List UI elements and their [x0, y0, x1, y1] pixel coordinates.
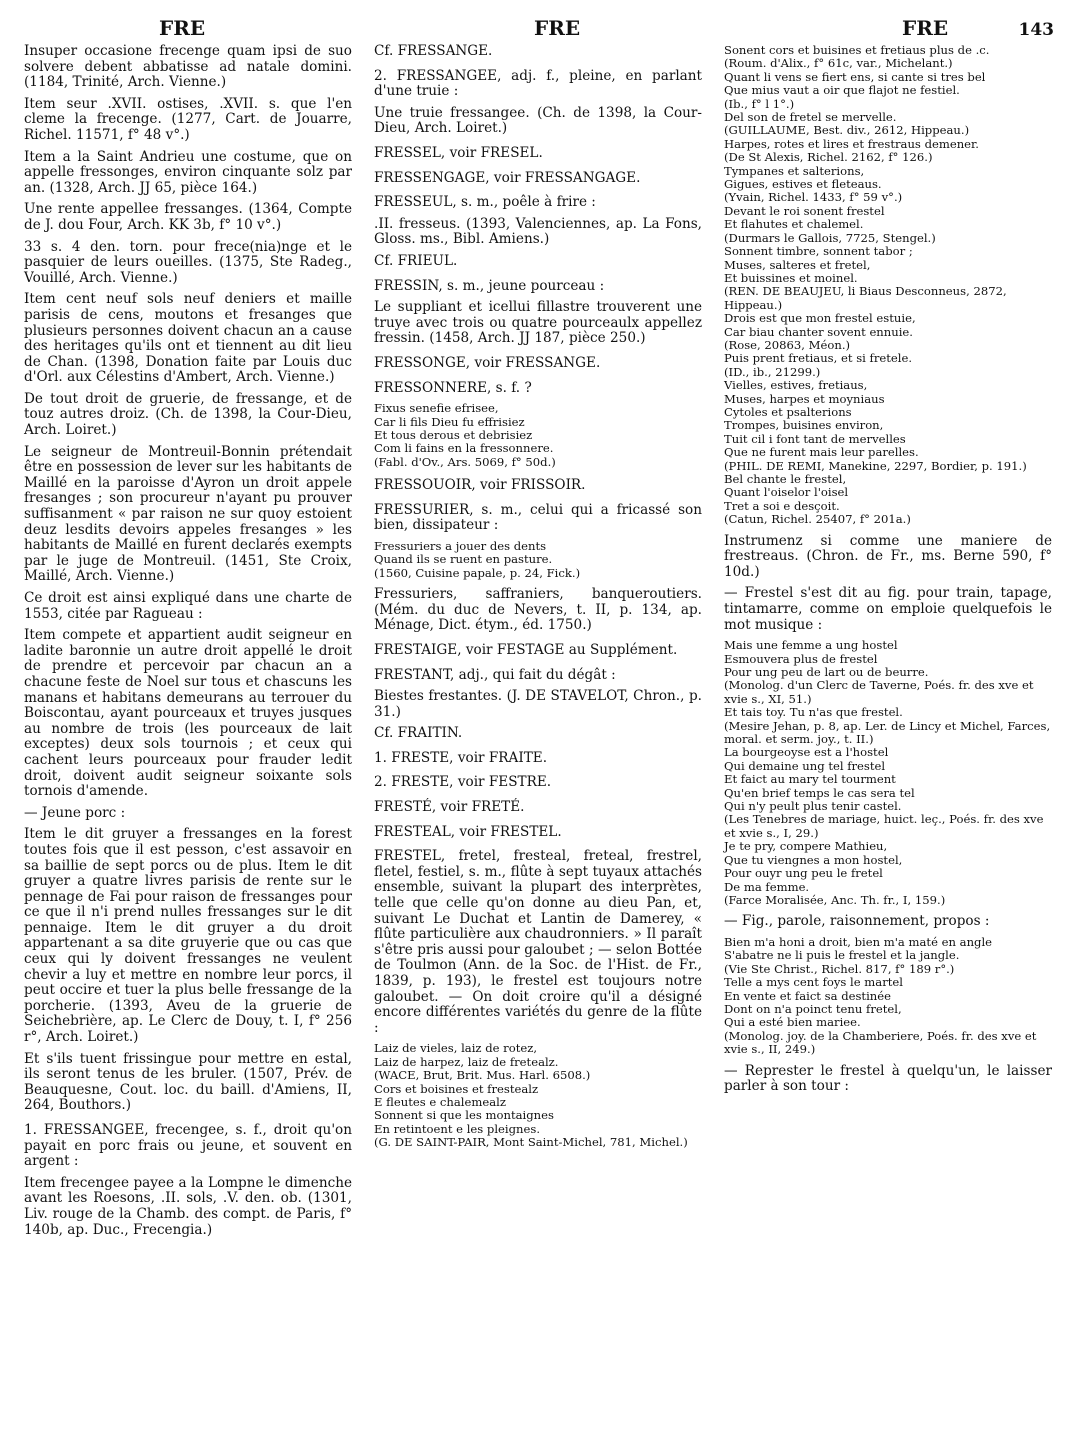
- paragraph: Item compete et appartient audit seigneur en ladite baronnie un autre droit appellé le droit de prendre et percevoir par chacun an a chacune feste de Noel sur tous et chascuns les manans et habitans demeurans au terrouer du Boiscontau, ayant pourceaux et truyes jusques au nombre de trois (les pourceaux de lait exceptes) deux sols tournois ; et ceux qui cachent leurs pourceaux pour frauder ledit droit, doivent audit seigneur soixante sols tornois d'amende.: [24, 627, 352, 800]
- page-number: 143: [1018, 20, 1054, 40]
- verse-line: Sonnent timbre, sonnent tabor ;: [724, 244, 913, 259]
- verse-line: Vielles, estives, fretiaus,: [724, 378, 868, 393]
- verse-line: Bien m'a honi a droit, bien m'a maté en angle: [724, 934, 993, 949]
- verse-line: Pour ung peu de lart ou de beurre.: [724, 665, 929, 679]
- dictionary-entry: FRESSIN, s. m., jeune pourceau :: [374, 277, 605, 294]
- paragraph: Item a la Saint Andrieu une costume, que on appelle fressonges, environ cinquante solz par an. (1328, Arch. JJ 65, pièce 164.): [24, 148, 352, 196]
- verse-line: Sonent cors et buisines et fretiaus plus de .c.: [724, 43, 990, 57]
- verse-line: (G. DE SAINT-PAIR, Mont Saint-Michel, 781, Michel.): [374, 1135, 688, 1150]
- verse-line: Tuit cil i font tant de mervelles: [724, 431, 906, 446]
- text-columns: [24, 44, 1054, 1244]
- dictionary-entry: FRESTÉ, voir FRETÉ.: [374, 799, 525, 816]
- verse-line: Car li fils Dieu fu effrisiez: [374, 414, 525, 429]
- verse-line: Et tais toy. Tu n'as que frestel.: [724, 705, 903, 720]
- verse-line: Qui n'y peult plus tenir castel.: [724, 799, 902, 814]
- verse-line: (1560, Cuisine papale, p. 24, Fick.): [374, 565, 581, 580]
- dictionary-entry: FRESTAIGE, voir FESTAGE au Supplément.: [374, 641, 678, 658]
- dictionary-entry: FRESTEL, fretel, fresteal, freteal, frestrel, fletel, festiel, s. m., flûte à sept tuyaux attachés ensemble, suivant la plupart des interprètes, telle que celle qu'on donne au dieu Pan, et, suivant Le Duchat et Lantin de Damerey, « flûte particulière aux chaudronniers. » Il paraît s'être pris aussi pour galoubet ; — selon Bottée de Toulmon (Ann. de la Soc. de l'Hist. de Fr., 1839, p. 193), le frestel est toujours notre galoubet. — On doit croire qu'il a désigné encore différentes variétés du genre de la flûte :: [374, 848, 702, 1036]
- verse-line: Gigues, estives et fleteaus.: [724, 177, 882, 192]
- paragraph: Instrumenz si comme une maniere de frestreaus. (Chron. de Fr., ms. Berne 590, f° 10d.): [724, 532, 1052, 580]
- verse-line: Drois est que mon frestel estuie,: [724, 311, 916, 326]
- dictionary-entry: FRESSEL, voir FRESEL.: [374, 144, 543, 161]
- verse-line: Esmouvera plus de frestel: [724, 651, 878, 666]
- verse-line: (ID., ib., 21299.): [724, 364, 821, 379]
- verse-line: Cors et boisines et frestealz: [374, 1081, 539, 1096]
- verse-line: (Fabl. d'Ov., Ars. 5069, f° 50d.): [374, 454, 556, 469]
- running-head-middle: FRE: [534, 16, 581, 40]
- verse-line: (Monolog. joy. de la Chamberiere, Poés. fr. des xve et xvie s., II, 249.): [724, 1028, 1037, 1057]
- verse-line: Cytoles et psalterions: [724, 404, 852, 419]
- dictionary-entry: 1. FRESSANGEE, frecengee, s. f., droit qu'on payait en porc frais ou jeune, et souvent en argent :: [24, 1122, 352, 1170]
- verse-citation: [724, 936, 1052, 1057]
- paragraph: 33 s. 4 den. torn. pour frece(nia)nge et le pasquier de leurs oueilles. (1375, Ste Radeg., Vouillé, Arch. Vienne.): [24, 238, 352, 286]
- paragraph: — Jeune porc :: [24, 804, 126, 821]
- verse-line: Je te pry, compere Mathieu,: [724, 839, 888, 854]
- verse-line: Fixus senefie efrisee,: [374, 401, 499, 416]
- verse-line: Del son de fretel se mervelle.: [724, 110, 897, 125]
- verse-line: (Mesire Jehan, p. 8, ap. Ler. de Lincy et Michel, Farces, moral. et serm. joy., t. II.): [724, 718, 1051, 747]
- verse-line: (Ib., f° l 1°.): [724, 96, 795, 111]
- column-1: [24, 44, 352, 1244]
- running-head-right: FRE: [902, 16, 949, 40]
- verse-line: S'abatre ne li puis le frestel et la jangle.: [724, 948, 960, 963]
- verse-line: Et tous derous et debrisiez: [374, 427, 533, 442]
- verse-line: (Les Tenebres de mariage, huict. leç., Poés. fr. des xve et xvie s., I, 29.): [724, 812, 1044, 840]
- paragraph: Biestes frestantes. (J. DE STAVELOT, Chron., p. 31.): [374, 688, 702, 720]
- verse-line: Tympanes et salterions,: [724, 163, 865, 178]
- verse-line: Que mius vaut a oir que flajot ne festiel.: [724, 83, 960, 98]
- running-head-left: FRE: [159, 16, 206, 40]
- paragraph: Et s'ils tuent frissingue pour mettre en estal, ils seront tenus de les bruler. (1507, Prév. de Beauquesne, Cout. loc. du baill. d'Amiens, II, 264, Bouthors.): [24, 1050, 352, 1114]
- paragraph: Une truie fressangee. (Ch. de 1398, la Cour-Dieu, Arch. Loiret.): [374, 104, 702, 137]
- verse-line: (GUILLAUME, Best. div., 2612, Hippeau.): [724, 123, 970, 138]
- paragraph: .II. fresseus. (1393, Valenciennes, ap. La Fons, Gloss. ms., Bibl. Amiens.): [374, 215, 702, 248]
- paragraph: Item le dit gruyer a fressanges en la forest toutes fois que il est pesson, c'est assavoir en sa baillie de sept porcs ou de plus. Item le dit gruyer a quatre livres parisis de rente sur le pennage de Fai pour raison de fressanges pour ce que il n'i prend nulles fressanges sur le dit pennaige. Item le dit gruyer a du droit appartenant a sa dite gruyerie que ou cas que ceux qui ly doivent fressanges ne veulent chevir a luy et mettre en nombre leur porcs, il peut occire et tuer la plus belle fressange de la porcherie. (1393, Aveu de la gruerie de Seichebrière, ap. Le Clerc de Douy, t. I, f° 256 r°, Arch. Loiret.): [24, 826, 352, 1046]
- dictionary-entry: 2. FRESSANGEE, adj. f., pleine, en parlant d'une truie :: [374, 67, 702, 100]
- verse-line: Mais une femme a ung hostel: [724, 638, 898, 653]
- paragraph: — Frestel s'est dit au fig. pour train, tapage, tintamarre, comme on emploie quelquefois le mot musique :: [724, 585, 1052, 633]
- paragraph: Le suppliant et icellui fillastre trouverent une truye avec trois ou quatre pourceaulx appellez fressin. (1458, Arch. JJ 187, pièce 250.): [374, 299, 702, 347]
- column-2: [374, 44, 702, 1244]
- paragraph: Une rente appellee fressanges. (1364, Compte de J. dou Four, Arch. KK 3b, f° 10 v°.): [24, 201, 352, 233]
- verse-line: (Catun, Richel. 25407, f° 201a.): [724, 512, 911, 527]
- verse-citation: [374, 540, 702, 580]
- verse-line: (Monolog. d'un Clerc de Taverne, Poés. fr. des xve et xvie s., XI, 51.): [724, 678, 1034, 706]
- verse-line: En retintoent e les pleignes.: [374, 1121, 540, 1136]
- verse-line: (Durmars le Gallois, 7725, Stengel.): [724, 230, 936, 245]
- dictionary-entry: FRESSONGE, voir FRESSANGE.: [374, 354, 601, 371]
- verse-line: Fressuriers a jouer des dents: [374, 538, 547, 553]
- page-header: [24, 8, 1054, 38]
- paragraph: Cf. FRESSANGE.: [374, 43, 493, 59]
- verse-line: Et flahutes et chalemel.: [724, 217, 864, 232]
- dictionary-entry: FRESTANT, adj., qui fait du dégât :: [374, 666, 616, 683]
- verse-line: Quant li vens se fiert ens, si cante si tres bel: [724, 69, 986, 84]
- paragraph: Item frecengee payee a la Lompne le dimenche avant les Roesons, .II. sols, .V. den. ob. (1301, Liv. rouge de la Chamb. des compt. de Paris, f° 140b, ap. Duc., Frecengia.): [24, 1174, 352, 1238]
- verse-line: E fleutes e chalemealz: [374, 1095, 506, 1109]
- verse-line: Pour ouyr ung peu le fretel: [724, 866, 883, 881]
- dictionary-entry: 1. FRESTE, voir FRAITE.: [374, 749, 548, 766]
- verse-line: Qui demaine ung tel frestel: [724, 758, 886, 773]
- verse-line: Com li fains en la fressonnere.: [374, 441, 554, 456]
- verse-line: Que tu viengnes a mon hostel,: [724, 852, 903, 867]
- column-3: [724, 44, 1052, 1244]
- verse-line: Qu'en brief temps le cas sera tel: [724, 785, 915, 800]
- verse-line: Quant l'oiselor l'oisel: [724, 485, 849, 500]
- paragraph: Cf. FRAITIN.: [374, 725, 463, 742]
- verse-line: Sonnent si que les montaignes: [374, 1108, 554, 1123]
- verse-citation: [374, 402, 702, 469]
- verse-line: (Farce Moralisée, Anc. Th. fr., I, 159.): [724, 892, 946, 907]
- verse-citation: [374, 1042, 702, 1149]
- paragraph: Cf. FRIEUL.: [374, 252, 458, 269]
- verse-line: Muses, salteres et fretel,: [724, 257, 871, 272]
- verse-line: Harpes, rotes et lires et frestraus demener.: [724, 136, 979, 151]
- verse-line: (Rose, 20863, Méon.): [724, 337, 851, 352]
- paragraph: De tout droit de gruerie, de fressange, et de touz autres droiz. (Ch. de 1398, la Cour-Dieu, Arch. Loiret.): [24, 390, 352, 439]
- dictionary-entry: FRESSOUOIR, voir FRISSOIR.: [374, 477, 586, 494]
- verse-line: Laiz de vieles, laiz de rotez,: [374, 1041, 538, 1056]
- paragraph: Ce droit est ainsi expliqué dans une charte de 1553, citée par Ragueau :: [24, 590, 352, 622]
- verse-line: Et buissines et moinel.: [724, 270, 858, 285]
- verse-line: Telle a mys cent foys le martel: [724, 975, 903, 990]
- verse-line: Devant le roi sonent frestel: [724, 203, 885, 218]
- verse-line: (Yvain, Richel. 1433, f° 59 v°.): [724, 190, 903, 205]
- verse-line: (De St Alexis, Richel. 2162, f° 126.): [724, 150, 933, 165]
- verse-citation: [724, 44, 1052, 527]
- verse-line: La bourgeoyse est a l'hostel: [724, 745, 889, 760]
- paragraph: Item cent neuf sols neuf deniers et maille parisis de cens, moutons et fresanges que plusieurs personnes doivent chacun an a cause des heritages qu'ils ont et tiennent au dit lieu de Chan. (1398, Donation faite par Louis duc d'Orl. aux Célestins d'Ambert, Arch. Vienne.): [24, 291, 352, 386]
- verse-line: En vente et faict sa destinée: [724, 988, 891, 1003]
- paragraph: Insuper occasione frecenge quam ipsi de suo solvere debent abbatisse ad natale domini. (1184, Trinité, Arch. Vienne.): [24, 43, 352, 91]
- verse-line: Et faict au mary tel tourment: [724, 772, 896, 787]
- dictionary-entry: FRESSEUL, s. m., poêle à frire :: [374, 194, 596, 211]
- verse-line: Puis prent fretiaus, et si fretele.: [724, 351, 913, 366]
- verse-line: Muses, harpes et moyniaus: [724, 391, 885, 406]
- verse-line: Dont on n'a poinct tenu fretel,: [724, 1001, 902, 1016]
- verse-citation: [724, 639, 1052, 907]
- verse-line: Qui a esté bien mariee.: [724, 1015, 861, 1030]
- paragraph: — Represter le frestel à quelqu'un, le laisser parler à son tour :: [724, 1062, 1052, 1095]
- dictionary-entry: FRESSENGAGE, voir FRESSANGAGE.: [374, 169, 641, 186]
- dictionary-entry: FRESSONNERE, s. f. ?: [374, 379, 532, 396]
- verse-line: Quand ils se ruent en pasture.: [374, 552, 553, 567]
- dictionary-entry: 2. FRESTE, voir FESTRE.: [374, 774, 552, 791]
- verse-line: (PHIL. DE REMI, Manekine, 2297, Bordier, p. 191.): [724, 458, 1027, 473]
- paragraph: Le seigneur de Montreuil-Bonnin prétendait être en possession de lever sur les habitants de Maillé en la paroisse d'Ayron un droit appele fresanges ; son procureur n'ayant pu prouver suffisanment « par raison ne sur quoy estoient deuz lesdits devoirs appeles fresanges » les habitants de Maillé en furent declarés exempts par le juge de Montreuil. (1451, Ste Croix, Maillé, Arch. Vienne.): [24, 443, 352, 585]
- verse-line: Trompes, buisines environ,: [724, 418, 884, 433]
- verse-line: Que ne furent mais leur parelles.: [724, 445, 919, 460]
- dictionary-entry: FRESTEAL, voir FRESTEL.: [374, 823, 562, 840]
- verse-line: (Vie Ste Christ., Richel. 817, f° 189 r°.): [724, 961, 955, 976]
- paragraph: Item seur .XVII. ostises, .XVII. s. que l'en cleme la frecenge. (1277, Cart. de Jouarre, Richel. 11571, f° 48 v°.): [24, 95, 352, 143]
- verse-line: Tret a soi e desçoit.: [724, 498, 840, 513]
- verse-line: (Roum. d'Alix., f° 61c, var., Michelant.): [724, 56, 953, 71]
- dictionary-entry: FRESSURIER, s. m., celui qui a fricassé son bien, dissipateur :: [374, 501, 702, 534]
- verse-line: (REN. DE BEAUJEU, li Biaus Desconneus, 2872, Hippeau.): [724, 284, 1007, 312]
- paragraph: Fressuriers, saffraniers, banqueroutiers. (Mém. du duc de Nevers, t. II, p. 134, ap. Ménage, Dict. étym., éd. 1750.): [374, 586, 702, 634]
- verse-line: Bel chante le frestel,: [724, 472, 847, 486]
- paragraph: — Fig., parole, raisonnement, propos :: [724, 913, 990, 930]
- verse-line: De ma femme.: [724, 879, 810, 894]
- verse-line: Laiz de harpez, laiz de fretealz.: [374, 1054, 559, 1069]
- verse-line: Car biau chanter sovent ennuie.: [724, 324, 913, 339]
- verse-line: (WACE, Brut, Brit. Mus. Harl. 6508.): [374, 1068, 591, 1083]
